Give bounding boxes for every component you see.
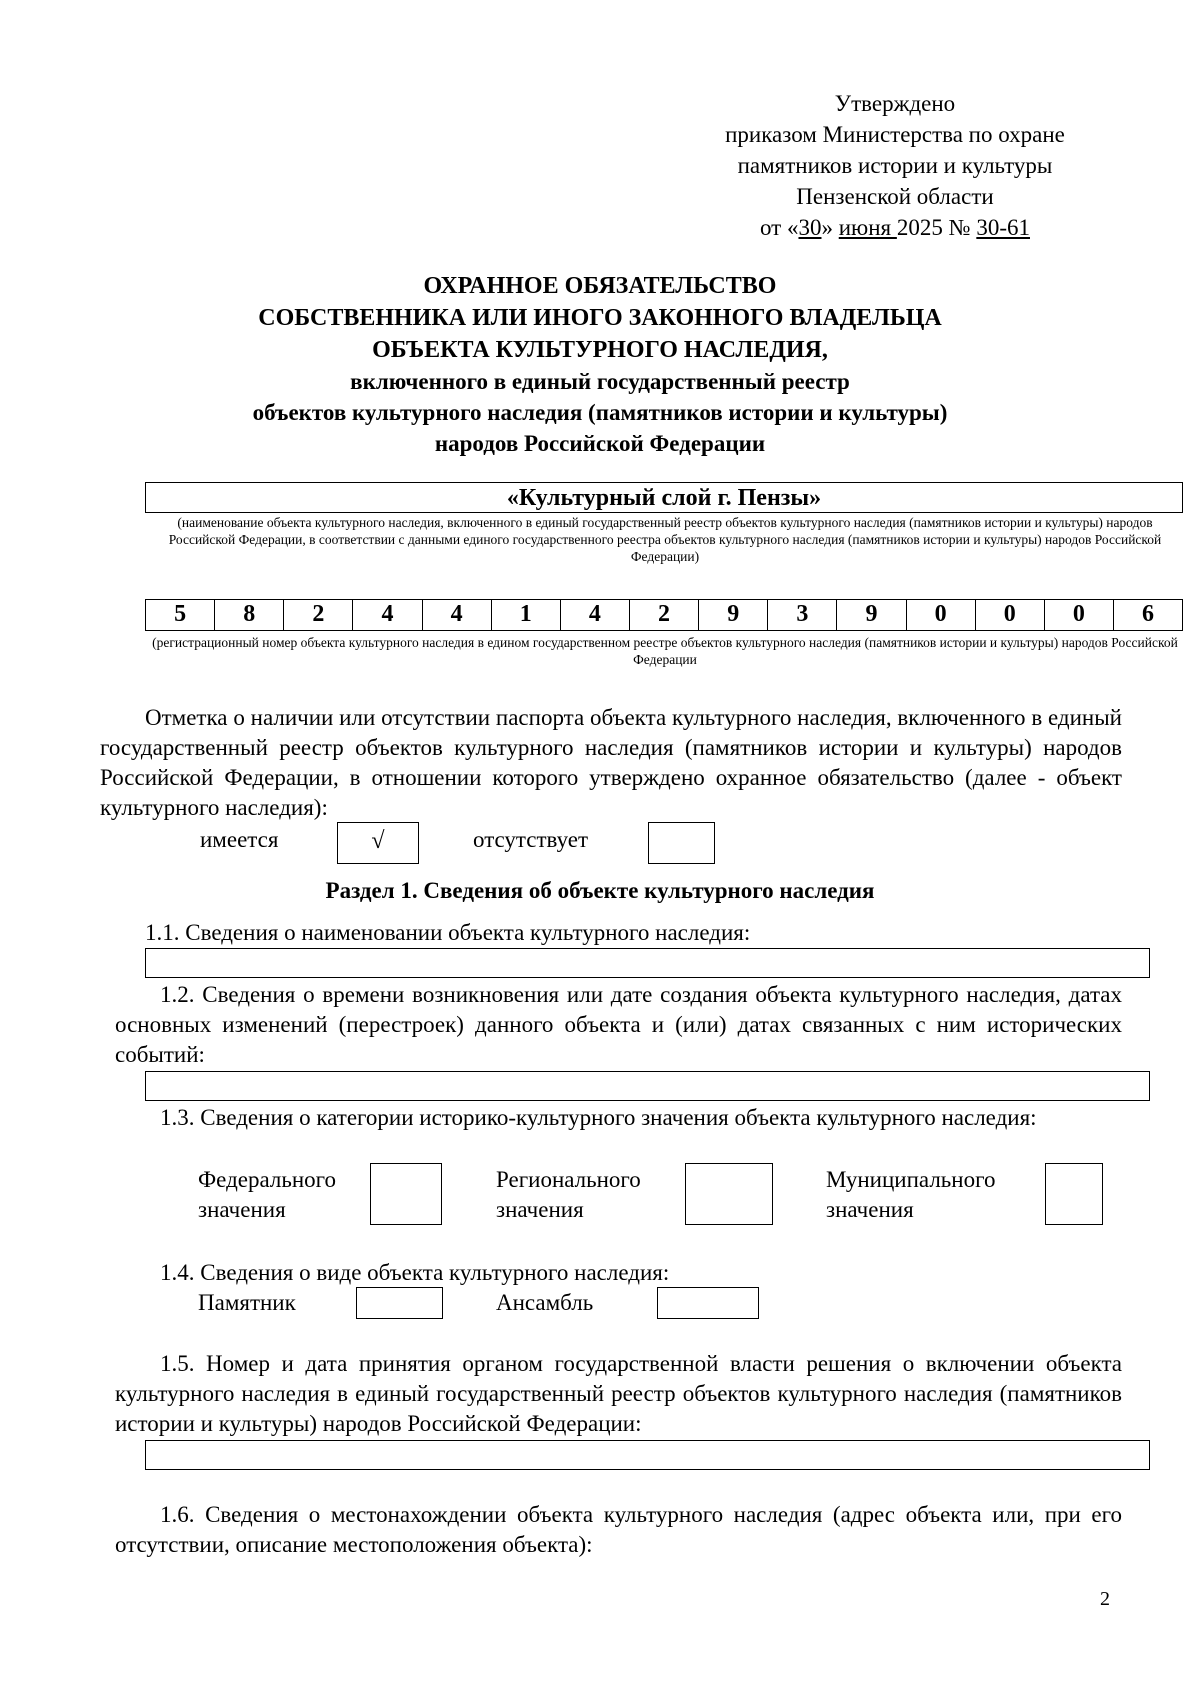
passport-paragraph: Отметка о наличии или отсутствии паспорта объекта культурного наследия, включенного в единый государственный реестр объектов культурного наследия (памятников истории и культуры) народов Российской Федерации, в отношении которого утверждено охранное обязательство (далее - объект культурного наследия): bbox=[100, 705, 1122, 820]
reg-digit-7: 4 bbox=[561, 600, 630, 630]
item-1-4-label: 1.4. Сведения о виде объекта культурного наследия: bbox=[160, 1260, 670, 1285]
item-1-1-field[interactable] bbox=[145, 948, 1150, 978]
reg-digit-6: 1 bbox=[492, 600, 561, 630]
approval-date-prefix: от « bbox=[759, 215, 799, 240]
passport-absent-checkbox[interactable] bbox=[648, 822, 715, 864]
passport-has-label: имеется bbox=[200, 827, 279, 852]
reg-digit-11: 9 bbox=[837, 600, 906, 630]
title-line-2: СОБСТВЕННИКА ИЛИ ИНОГО ЗАКОННОГО ВЛАДЕЛЬЦА bbox=[258, 305, 942, 331]
passport-has-checkbox[interactable]: √ bbox=[337, 822, 419, 864]
category-federal-label bbox=[198, 1165, 336, 1225]
title-line-1: ОХРАННОЕ ОБЯЗАТЕЛЬСТВО bbox=[423, 273, 777, 299]
page-number: 2 bbox=[1100, 1588, 1110, 1610]
title-line-3: ОБЪЕКТА КУЛЬТУРНОГО НАСЛЕДИЯ, bbox=[372, 337, 828, 363]
approval-block bbox=[680, 88, 1110, 243]
section-1-title: Раздел 1. Сведения об объекте культурного наследия bbox=[325, 878, 875, 903]
kind-monument-label: Памятник bbox=[198, 1290, 296, 1315]
passport-absent-label: отсутствует bbox=[473, 827, 589, 852]
approval-line-1: Утверждено bbox=[834, 91, 956, 116]
category-municipal-line-1: Муниципального bbox=[826, 1167, 996, 1192]
reg-digit-14: 0 bbox=[1045, 600, 1114, 630]
title-line-6: народов Российской Федерации bbox=[434, 431, 766, 456]
kind-ensemble-checkbox[interactable] bbox=[657, 1287, 759, 1319]
reg-digit-13: 0 bbox=[976, 600, 1045, 630]
reg-digit-15: 6 bbox=[1142, 601, 1155, 627]
approval-line-4: Пензенской области bbox=[796, 184, 994, 209]
document-title bbox=[60, 270, 1140, 459]
category-regional-checkbox[interactable] bbox=[685, 1163, 773, 1225]
kind-monument-checkbox[interactable] bbox=[356, 1287, 443, 1319]
reg-digit-4: 4 bbox=[353, 600, 422, 630]
reg-digit-8: 2 bbox=[630, 600, 699, 630]
category-federal-line-2: значения bbox=[198, 1197, 286, 1222]
kind-ensemble-label: Ансамбль bbox=[496, 1290, 594, 1315]
reg-digit-5: 4 bbox=[423, 600, 492, 630]
approval-day: 30 bbox=[798, 215, 822, 240]
title-line-5: объектов культурного наследия (памятников истории и культуры) bbox=[252, 400, 948, 425]
item-1-1-label: 1.1. Сведения о наименовании объекта культурного наследия: bbox=[145, 920, 751, 945]
category-federal-line-1: Федерального bbox=[198, 1167, 337, 1192]
approval-number: 30-61 bbox=[976, 215, 1030, 240]
category-regional-line-2: значения bbox=[496, 1197, 584, 1222]
approval-date-mid: » bbox=[821, 215, 839, 240]
registration-caption: (регистрационный номер объекта культурного наследия в едином государственном реестре объектов культурного наследия (памятников истории и культуры) народов Российской Федерации bbox=[152, 635, 1178, 667]
reg-digit-9: 9 bbox=[699, 600, 768, 630]
category-municipal-label bbox=[826, 1165, 995, 1225]
reg-digit-12: 0 bbox=[907, 600, 976, 630]
item-1-2-label: 1.2. Сведения о времени возникновения или дате создания объекта культурного наследия, датах основных изменений (перестроек) данного объекта и (или) датах связанных с ним исторических событий: bbox=[115, 982, 1122, 1067]
item-1-6-label: 1.6. Сведения о местонахождении объекта культурного наследия (адрес объекта или, при его отсутствии, описание местоположения объекта): bbox=[115, 1502, 1122, 1557]
approval-line-2: приказом Министерства по охране bbox=[725, 122, 1065, 147]
reg-digit-10: 3 bbox=[768, 600, 837, 630]
item-1-5-field[interactable] bbox=[145, 1440, 1150, 1470]
category-municipal-checkbox[interactable] bbox=[1045, 1163, 1103, 1225]
object-name-box: «Культурный слой г. Пензы» bbox=[145, 482, 1183, 513]
reg-digit-1: 5 bbox=[146, 600, 215, 630]
approval-date-line bbox=[680, 212, 1110, 243]
object-name-caption: (наименование объекта культурного наследия, включенного в единый государственный реестр объектов культурного наследия (памятников истории и культуры) народов Российской Федерации, в соответствии с данными единого государственного реестра объектов культурного наследия (памятников истории и культуры) народов Российской Федерации) bbox=[168, 515, 1162, 564]
category-regional-label bbox=[496, 1165, 641, 1225]
item-1-5-label: 1.5. Номер и дата принятия органом государственной власти решения о включении объекта культурного наследия в единый государственный реестр объектов культурного наследия (памятников истории и культуры) народов Российской Федерации: bbox=[115, 1351, 1122, 1436]
title-line-4: включенного в единый государственный реестр bbox=[350, 369, 850, 394]
registration-number-row bbox=[145, 599, 1183, 631]
approval-month: июня bbox=[838, 215, 897, 240]
reg-digit-2: 8 bbox=[215, 600, 284, 630]
category-federal-checkbox[interactable] bbox=[370, 1163, 442, 1225]
item-1-3-label: 1.3. Сведения о категории историко-культурного значения объекта культурного наследия: bbox=[160, 1105, 1037, 1130]
item-1-2-field[interactable] bbox=[145, 1071, 1150, 1101]
approval-line-3: памятников истории и культуры bbox=[737, 153, 1053, 178]
category-municipal-line-2: значения bbox=[826, 1197, 914, 1222]
approval-year: 2025 № bbox=[896, 215, 977, 240]
category-regional-line-1: Регионального bbox=[496, 1167, 641, 1192]
reg-digit-3: 2 bbox=[284, 600, 353, 630]
